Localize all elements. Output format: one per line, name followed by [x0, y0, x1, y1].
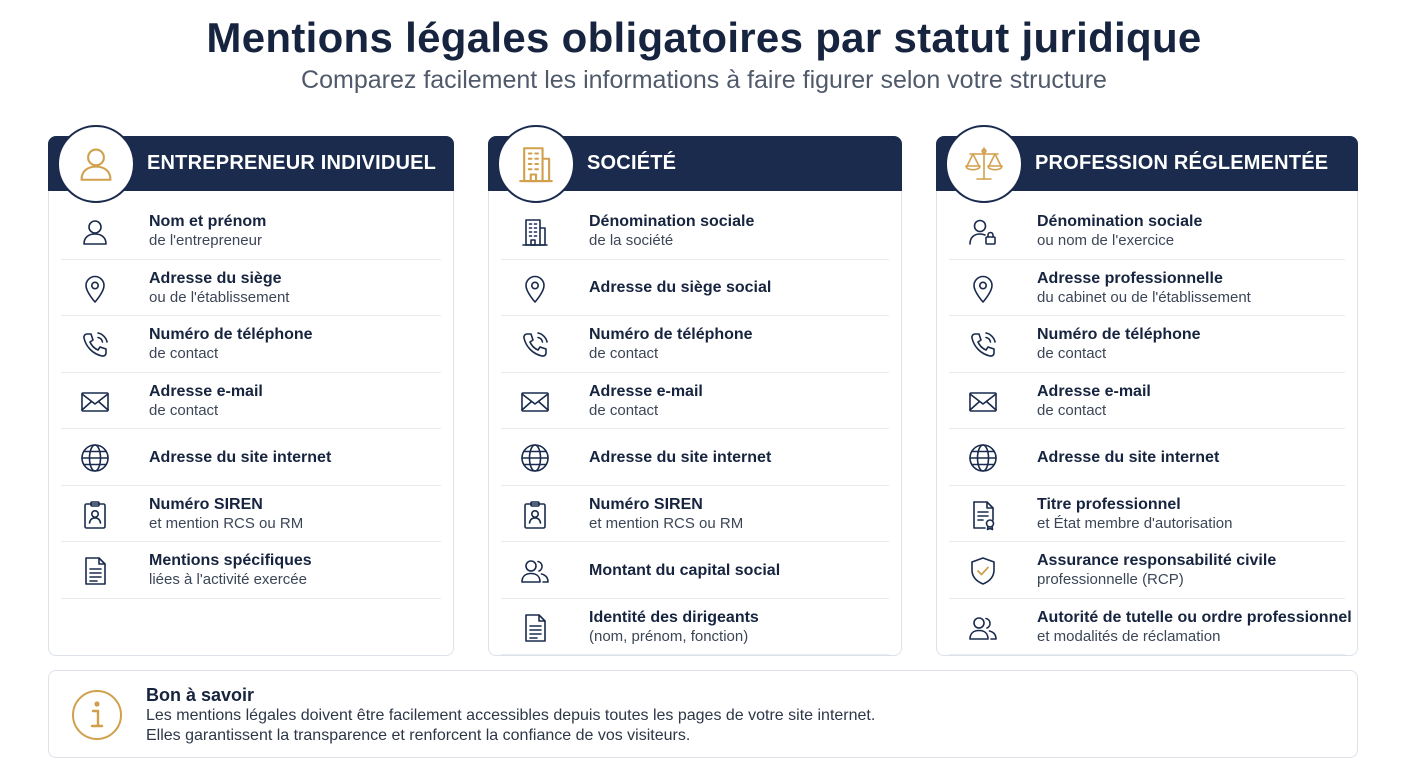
person-lock-icon	[967, 216, 999, 248]
list-item	[949, 260, 1345, 317]
item-subtitle: de contact	[589, 401, 659, 419]
page-title: Mentions légales obligatoires par statut juridique	[206, 14, 1202, 61]
item-title: Numéro SIREN	[149, 495, 263, 513]
item-title: Adresse du siège	[149, 269, 282, 287]
list-item	[949, 599, 1352, 656]
list-item	[949, 486, 1345, 543]
item-title: Adresse du site internet	[589, 448, 772, 466]
document-icon	[519, 612, 551, 644]
item-subtitle: de contact	[1037, 401, 1107, 419]
list-item	[61, 260, 441, 317]
item-subtitle: de contact	[1037, 345, 1107, 362]
item-text	[1037, 203, 1341, 259]
id-badge-icon	[79, 499, 111, 531]
envelope-icon	[519, 386, 551, 418]
envelope-icon	[967, 386, 999, 418]
item-title: Adresse professionnelle	[1037, 269, 1223, 287]
list-item	[61, 542, 441, 599]
list-item	[501, 542, 889, 599]
card-title: PROFESSION RÉGLEMENTÉE	[1035, 152, 1329, 174]
globe-icon	[79, 442, 111, 474]
item-text	[589, 316, 885, 372]
list-item	[61, 203, 441, 260]
item-title: Dénomination sociale	[1037, 213, 1203, 230]
item-text	[589, 486, 885, 542]
info-text-line: Les mentions légales doivent être facilement accessibles depuis toutes les pages de votre site internet.	[146, 707, 876, 724]
envelope-icon	[79, 386, 111, 418]
item-list	[61, 203, 441, 599]
list-item	[949, 429, 1345, 486]
list-item	[501, 316, 889, 373]
info-box	[48, 670, 1358, 758]
list-item	[501, 429, 889, 486]
item-text	[1037, 599, 1352, 655]
item-subtitle: de contact	[149, 401, 219, 419]
scales-icon	[945, 125, 1023, 203]
item-title: Adresse du site internet	[1037, 448, 1220, 466]
item-text	[589, 203, 885, 259]
list-item	[501, 599, 889, 656]
list-item	[949, 373, 1345, 430]
item-subtitle: et modalités de réclamation	[1037, 627, 1221, 645]
info-icon	[71, 689, 123, 741]
item-title: Numéro de téléphone	[589, 326, 753, 343]
item-text	[149, 486, 437, 542]
item-subtitle: professionnelle (RCP)	[1037, 571, 1184, 588]
globe-icon	[519, 442, 551, 474]
location-pin-icon	[79, 273, 111, 305]
item-title: Adresse du site internet	[149, 448, 332, 466]
item-text	[149, 542, 437, 598]
page-subtitle: Comparez facilement les informations à faire figurer selon votre structure	[301, 66, 1107, 94]
users-icon	[519, 555, 551, 587]
list-item	[949, 316, 1345, 373]
building-icon	[519, 216, 551, 248]
location-pin-icon	[967, 273, 999, 305]
item-text	[1037, 316, 1341, 372]
person-icon	[57, 125, 135, 203]
item-title: Adresse du siège social	[589, 279, 772, 296]
item-text	[589, 599, 885, 655]
building-icon	[497, 125, 575, 203]
item-subtitle: et mention RCS ou RM	[149, 514, 304, 532]
list-item	[501, 260, 889, 317]
location-pin-icon	[519, 273, 551, 305]
item-title: Mentions spécifiques	[149, 552, 312, 569]
item-subtitle: liées à l'activité exercée	[149, 571, 307, 588]
item-title: Adresse e-mail	[149, 382, 263, 400]
item-title: Montant du capital social	[589, 561, 781, 579]
globe-icon	[967, 442, 999, 474]
item-title: Identité des dirigeants	[589, 608, 759, 626]
item-title: Numéro de téléphone	[149, 326, 313, 343]
card-profession-reglementee	[936, 136, 1358, 656]
item-text	[1037, 542, 1341, 598]
item-text	[149, 373, 437, 429]
card-societe	[488, 136, 902, 656]
list-item	[949, 542, 1345, 599]
list-item	[501, 486, 889, 543]
list-item	[949, 203, 1345, 260]
item-subtitle: ou nom de l'exercice	[1037, 232, 1175, 249]
item-text	[149, 203, 437, 259]
users-icon	[967, 612, 999, 644]
item-title: Assurance responsabilité civile	[1037, 552, 1277, 569]
item-subtitle: ou de l'établissement	[149, 288, 290, 306]
item-title: Numéro SIREN	[589, 495, 703, 513]
item-subtitle: et mention RCS ou RM	[589, 514, 744, 532]
item-title: Titre professionnel	[1037, 495, 1181, 513]
item-text	[1037, 429, 1341, 485]
card-title: SOCIÉTÉ	[587, 152, 677, 174]
item-list	[949, 203, 1352, 655]
item-text	[1037, 373, 1341, 429]
item-title: Adresse e-mail	[589, 382, 703, 400]
list-item	[61, 373, 441, 430]
phone-icon	[967, 329, 999, 361]
certificate-icon	[967, 499, 999, 531]
item-subtitle: du cabinet ou de l'établissement	[1037, 288, 1251, 306]
item-subtitle: (nom, prénom, fonction)	[589, 627, 749, 645]
item-subtitle: de la société	[589, 232, 674, 249]
document-icon	[79, 555, 111, 587]
shield-check-icon	[967, 555, 999, 587]
info-title: Bon à savoir	[146, 685, 255, 705]
item-title: Dénomination sociale	[589, 213, 755, 230]
item-text	[589, 429, 885, 485]
phone-icon	[79, 329, 111, 361]
list-item	[501, 373, 889, 430]
item-text	[1037, 260, 1341, 316]
id-badge-icon	[519, 499, 551, 531]
card-title: ENTREPRENEUR INDIVIDUEL	[147, 152, 437, 174]
item-subtitle: de contact	[589, 345, 659, 362]
item-title: Adresse e-mail	[1037, 382, 1151, 400]
phone-icon	[519, 329, 551, 361]
item-text	[589, 373, 885, 429]
item-title: Numéro de téléphone	[1037, 326, 1201, 343]
item-text	[149, 260, 437, 316]
item-subtitle: de contact	[149, 345, 219, 362]
item-text	[1037, 486, 1341, 542]
card-entrepreneur-individuel	[48, 136, 454, 656]
list-item	[501, 203, 889, 260]
info-text-line: Elles garantissent la transparence et renforcent la confiance de vos visiteurs.	[146, 727, 691, 744]
list-item	[61, 486, 441, 543]
item-list	[501, 203, 889, 655]
item-text	[149, 429, 437, 485]
item-title: Nom et prénom	[149, 213, 267, 230]
item-subtitle: de l'entrepreneur	[149, 232, 262, 249]
item-text	[589, 260, 885, 316]
list-item	[61, 429, 441, 486]
person-icon	[79, 216, 111, 248]
item-title: Autorité de tutelle ou ordre professionnel	[1037, 608, 1352, 626]
item-text	[149, 316, 437, 372]
item-text	[589, 542, 885, 598]
list-item	[61, 316, 441, 373]
item-subtitle: et État membre d'autorisation	[1037, 514, 1233, 532]
